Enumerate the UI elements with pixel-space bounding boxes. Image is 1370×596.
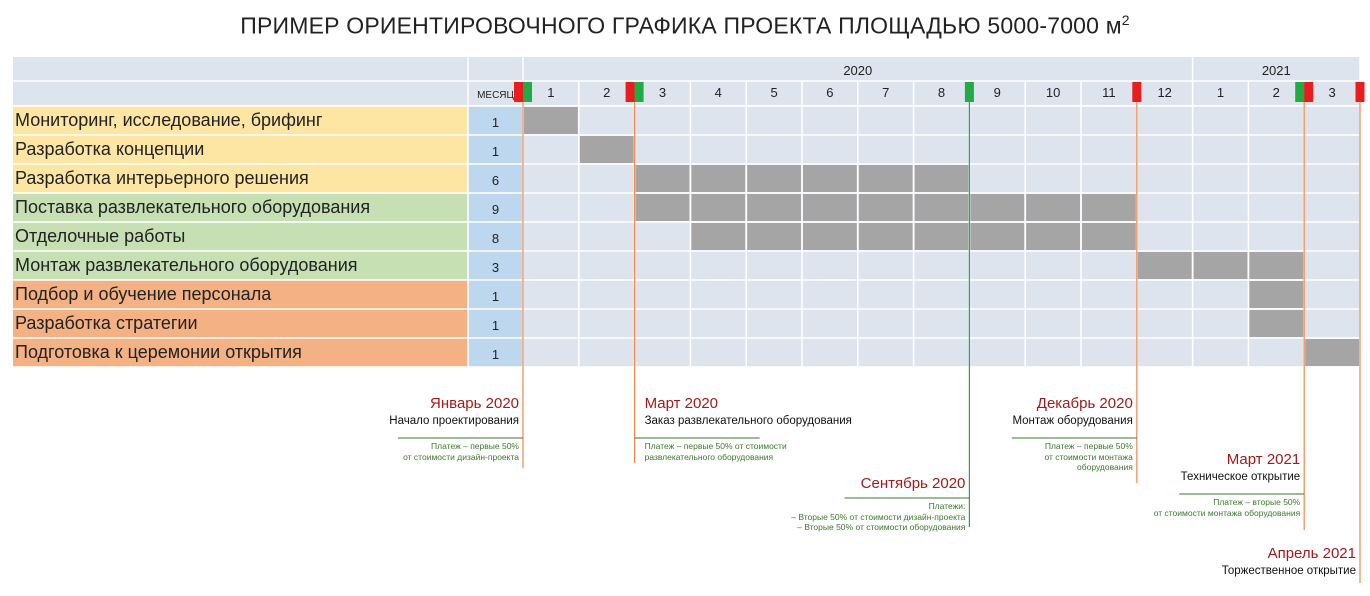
milestone-payment-line: развлекательного оборудования — [644, 451, 774, 462]
year-label: 2020 — [843, 63, 873, 78]
task-bar-segment — [691, 165, 745, 192]
task-duration: 1 — [491, 115, 500, 130]
month-label: 6 — [826, 85, 834, 100]
milestone-payment-line: Платеж – первые 50% — [431, 441, 519, 451]
month-label: 5 — [770, 85, 778, 100]
task-duration: 1 — [491, 347, 500, 362]
task-bar-segment — [970, 194, 1024, 221]
milestone-date: Март 2021 — [1226, 451, 1301, 468]
milestone-date: Декабрь 2020 — [1036, 395, 1133, 412]
task-name: Мониторинг, исследование, брифинг — [15, 110, 323, 130]
task-bar-segment — [859, 165, 913, 192]
task-bar-segment — [747, 223, 801, 250]
milestone-date: Апрель 2021 — [1267, 545, 1356, 562]
task-bar-segment — [915, 194, 969, 221]
milestone-description: Начало проектирования — [389, 415, 519, 427]
milestone-payment — [645, 441, 787, 462]
milestone-date: Сентябрь 2020 — [860, 475, 966, 492]
task-bar-segment — [1138, 252, 1192, 279]
task-bar-segment — [1194, 252, 1248, 279]
chart-title-sup: 2 — [1121, 12, 1130, 28]
task-name: Монтаж развлекательного оборудования — [15, 255, 358, 275]
task-bar-segment — [1305, 339, 1359, 366]
year-label: 2021 — [1261, 63, 1291, 78]
month-label: 12 — [1157, 85, 1172, 100]
milestone-date: Январь 2020 — [430, 395, 519, 412]
milestone-payment — [403, 441, 519, 462]
month-label: 4 — [714, 85, 722, 100]
month-label: 2 — [603, 85, 611, 100]
task-name: Разработка стратегии — [15, 313, 198, 333]
month-label: 1 — [1216, 85, 1225, 100]
task-bar-segment — [859, 223, 913, 250]
task-name: Разработка интерьерного решения — [15, 168, 309, 188]
milestone-description: Заказ развлекательного оборудования — [644, 415, 852, 427]
task-duration: 1 — [491, 289, 500, 304]
task-bar-segment — [915, 165, 969, 192]
milestone-payment-line: Платежи: — [928, 501, 966, 511]
task-bar-segment — [859, 194, 913, 221]
task-bar-segment — [691, 223, 745, 250]
task-bar-segment — [803, 194, 857, 221]
task-bar-segment — [691, 194, 745, 221]
milestone-payment-line: оборудования — [1077, 462, 1133, 472]
month-label: 8 — [937, 85, 946, 100]
task-name: Поставка развлекательного оборудования — [15, 197, 371, 217]
task-bar-segment — [1026, 223, 1080, 250]
task-bar-segment — [1249, 252, 1303, 279]
milestone-payment-line: от стоимости монтажа — [1044, 451, 1133, 462]
milestone-description: Монтаж оборудования — [1012, 415, 1133, 427]
milestone-payment-line: – Вторые 50% от стоимости оборудования — [797, 522, 966, 532]
milestone-payment — [1154, 497, 1301, 518]
task-name: Отделочные работы — [15, 226, 186, 246]
task-bar-segment — [636, 194, 690, 221]
task-name: Разработка концепции — [15, 139, 205, 159]
task-duration: 1 — [491, 144, 500, 159]
task-bar-segment — [636, 165, 690, 192]
task-duration: 1 — [491, 318, 500, 333]
task-name: Подбор и обучение персонала — [15, 284, 272, 304]
month-label: 3 — [1328, 85, 1336, 100]
milestone-payment — [1044, 441, 1132, 473]
month-label: 10 — [1045, 85, 1061, 100]
task-bar-segment — [1082, 223, 1136, 250]
task-duration: 8 — [491, 231, 500, 246]
task-bar-segment — [970, 223, 1024, 250]
task-bar-segment — [580, 136, 634, 163]
month-label: 9 — [993, 85, 1001, 100]
task-bar-segment — [524, 107, 578, 134]
milestone-payment-line: от стоимости монтажа оборудования — [1153, 507, 1301, 518]
task-duration: 3 — [491, 260, 500, 275]
milestone-description: Техническое открытие — [1180, 471, 1301, 483]
task-duration: 9 — [491, 202, 500, 217]
task-bar-segment — [747, 194, 801, 221]
chart-title-text: ПРИМЕР ОРИЕНТИРОВОЧНОГО ГРАФИКА ПРОЕКТА ПЛОЩАДЬЮ 5000-7000 м — [240, 12, 1122, 39]
milestone-payment-line: от стоимости дизайн-проекта — [403, 451, 519, 462]
milestone-payment-line: Платеж – вторые 50% — [1213, 497, 1301, 507]
month-label: 7 — [882, 85, 890, 100]
milestone-date: Март 2020 — [644, 395, 719, 412]
milestone-payment — [791, 501, 965, 533]
milestone-payment-line: – Вторые 50% от стоимости дизайн-проекта — [791, 511, 966, 522]
task-bar-segment — [803, 165, 857, 192]
task-bar-segment — [803, 223, 857, 250]
month-label: 2 — [1272, 85, 1280, 100]
month-label: 11 — [1102, 85, 1116, 100]
milestone-description: Торжественное открытие — [1221, 565, 1356, 577]
month-label: 1 — [547, 85, 555, 100]
milestone-payment-line: Платеж – первые 50% от стоимости — [644, 441, 787, 451]
month-label: 3 — [658, 85, 667, 100]
milestone-payment-line: Платеж – первые 50% — [1044, 441, 1133, 451]
task-bar-segment — [1082, 194, 1136, 221]
month-header-label: МЕСЯЦ — [477, 90, 514, 101]
task-bar-segment — [747, 165, 801, 192]
task-bar-segment — [915, 223, 969, 250]
task-bar-segment — [1249, 310, 1303, 337]
task-bar-segment — [1249, 281, 1303, 308]
task-bar-segment — [1026, 194, 1080, 221]
task-name: Подготовка к церемонии открытия — [15, 342, 302, 362]
task-duration: 6 — [491, 173, 500, 188]
